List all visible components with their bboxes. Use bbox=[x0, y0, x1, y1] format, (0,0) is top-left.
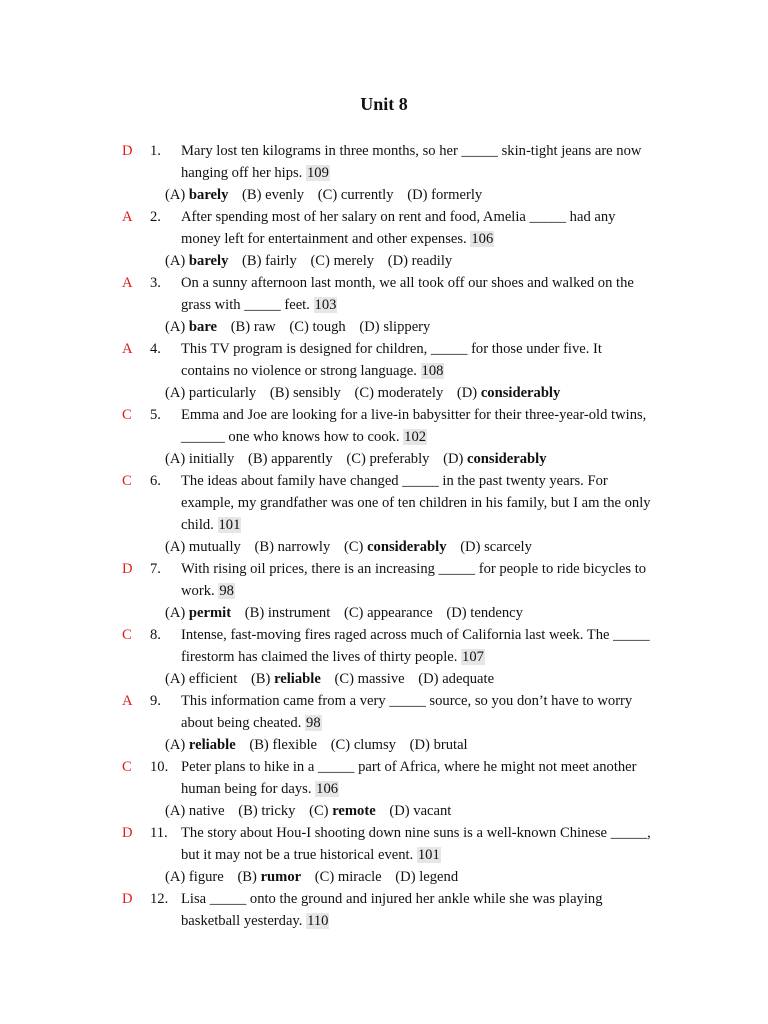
question-stem bbox=[181, 272, 651, 316]
option-letter: (B) bbox=[244, 605, 265, 621]
question-stem bbox=[181, 888, 651, 932]
option-text: flexible bbox=[272, 737, 318, 753]
option-choice bbox=[418, 671, 494, 687]
option-text: tendency bbox=[470, 605, 523, 621]
page-reference: 109 bbox=[306, 165, 329, 181]
option-text: permit bbox=[188, 605, 232, 621]
page-reference: 102 bbox=[404, 429, 427, 445]
question-number: 9. bbox=[150, 693, 161, 709]
option-choice bbox=[251, 671, 321, 687]
option-text: apparently bbox=[271, 451, 333, 467]
option-letter: (B) bbox=[249, 737, 269, 753]
option-choice bbox=[165, 539, 241, 555]
option-letter: (A) bbox=[165, 451, 186, 467]
option-text: considerably bbox=[467, 451, 547, 467]
page-reference: 107 bbox=[462, 649, 484, 665]
option-text: clumsy bbox=[353, 737, 396, 753]
option-text: brutal bbox=[433, 737, 468, 753]
option-choice bbox=[249, 737, 317, 753]
question-item bbox=[0, 822, 768, 888]
option-choice bbox=[460, 539, 532, 555]
option-letter: (B) bbox=[254, 539, 274, 555]
option-choice bbox=[165, 869, 224, 885]
option-choice bbox=[238, 803, 295, 819]
answer-key: A bbox=[122, 341, 133, 357]
question-number: 4. bbox=[150, 341, 161, 357]
option-text: instrument bbox=[267, 605, 331, 621]
question-stem bbox=[181, 624, 651, 668]
question-text: The ideas about family have changed _____ in the past twenty years. For example, my grandfather was one of ten children in his family, but I am the only child. bbox=[181, 473, 651, 533]
question-number: 12. bbox=[150, 891, 169, 907]
page-reference: 106 bbox=[471, 231, 494, 247]
question-text: After spending most of her salary on rent and food, Amelia _____ had any money left for entertainment and other expenses. bbox=[181, 209, 616, 247]
option-choice bbox=[165, 671, 237, 687]
question-stem bbox=[181, 140, 651, 184]
option-choice bbox=[237, 869, 301, 885]
option-text: figure bbox=[188, 869, 224, 885]
option-choice bbox=[165, 803, 225, 819]
option-choice bbox=[289, 319, 345, 335]
option-letter: (D) bbox=[409, 737, 430, 753]
option-letter: (B) bbox=[242, 187, 262, 203]
option-letter: (B) bbox=[237, 869, 257, 885]
option-row bbox=[165, 316, 768, 338]
option-choice bbox=[407, 187, 482, 203]
question-number: 1. bbox=[150, 143, 161, 159]
option-row bbox=[165, 602, 768, 624]
option-choice bbox=[395, 869, 458, 885]
option-choice bbox=[165, 451, 234, 467]
option-choice bbox=[165, 385, 256, 401]
option-text: vacant bbox=[413, 803, 452, 819]
option-letter: (B) bbox=[238, 803, 258, 819]
option-text: appearance bbox=[367, 605, 433, 621]
option-text: remote bbox=[332, 803, 376, 819]
option-choice bbox=[245, 605, 331, 621]
option-letter: (D) bbox=[395, 869, 416, 885]
question-item bbox=[0, 888, 768, 932]
question-number: 2. bbox=[150, 209, 161, 225]
question-text: The story about Hou-I shooting down nine suns is a well-known Chinese _____, but it may not be a true historical event. bbox=[181, 825, 651, 863]
option-text: massive bbox=[357, 671, 405, 687]
answer-key: D bbox=[122, 561, 133, 577]
option-row bbox=[165, 668, 768, 690]
option-text: narrowly bbox=[277, 539, 331, 555]
option-letter: (D) bbox=[418, 671, 439, 687]
option-text: native bbox=[188, 803, 225, 819]
option-text: scarcely bbox=[484, 539, 532, 555]
question-item bbox=[0, 140, 768, 206]
option-text: efficient bbox=[188, 671, 238, 687]
option-choice bbox=[270, 385, 341, 401]
question-stem bbox=[181, 470, 651, 536]
option-choice bbox=[165, 319, 217, 335]
option-text: bare bbox=[188, 319, 218, 335]
option-letter: (C) bbox=[310, 253, 330, 269]
question-stem bbox=[181, 404, 651, 448]
option-text: mutually bbox=[188, 539, 241, 555]
option-letter: (C) bbox=[317, 187, 338, 203]
option-text: merely bbox=[333, 253, 375, 269]
option-row bbox=[165, 382, 768, 404]
option-choice bbox=[359, 319, 430, 335]
question-number: 8. bbox=[150, 627, 161, 643]
option-letter: (A) bbox=[165, 319, 186, 335]
page-reference: 110 bbox=[307, 913, 329, 929]
page-title: Unit 8 bbox=[360, 94, 408, 114]
question-stem bbox=[181, 558, 651, 602]
question-item bbox=[0, 558, 768, 624]
question-item bbox=[0, 756, 768, 822]
option-text: readily bbox=[411, 253, 453, 269]
option-text: moderately bbox=[377, 385, 444, 401]
option-letter: (A) bbox=[165, 253, 186, 269]
answer-key: C bbox=[122, 759, 132, 775]
option-letter: (A) bbox=[165, 605, 186, 621]
question-number: 11. bbox=[150, 825, 168, 841]
option-choice bbox=[231, 319, 276, 335]
question-text: Mary lost ten kilograms in three months, so her _____ skin-tight jeans are now hanging off her hips. bbox=[181, 143, 642, 181]
option-text: tricky bbox=[261, 803, 296, 819]
option-choice bbox=[242, 253, 297, 269]
option-letter: (D) bbox=[456, 385, 478, 401]
question-list bbox=[0, 140, 768, 932]
option-choice bbox=[443, 451, 546, 467]
option-choice bbox=[346, 451, 429, 467]
option-text: legend bbox=[419, 869, 459, 885]
option-choice bbox=[165, 737, 236, 753]
answer-key: A bbox=[122, 693, 133, 709]
option-row bbox=[165, 250, 768, 272]
option-choice bbox=[389, 803, 451, 819]
question-stem bbox=[181, 338, 651, 382]
option-choice bbox=[410, 737, 468, 753]
option-letter: (D) bbox=[460, 539, 481, 555]
option-text: slippery bbox=[383, 319, 431, 335]
question-number: 5. bbox=[150, 407, 161, 423]
option-text: particularly bbox=[188, 385, 257, 401]
option-choice bbox=[248, 451, 333, 467]
option-letter: (C) bbox=[289, 319, 309, 335]
option-letter: (D) bbox=[389, 803, 410, 819]
answer-key: D bbox=[122, 825, 133, 841]
answer-key: D bbox=[122, 891, 133, 907]
option-text: barely bbox=[188, 187, 229, 203]
option-choice bbox=[318, 187, 394, 203]
option-letter: (B) bbox=[250, 671, 271, 687]
page-reference: 98 bbox=[306, 715, 321, 731]
page-reference: 98 bbox=[219, 583, 234, 599]
question-number: 3. bbox=[150, 275, 161, 291]
option-letter: (B) bbox=[247, 451, 268, 467]
option-text: tough bbox=[312, 319, 346, 335]
option-choice bbox=[388, 253, 452, 269]
option-text: sensibly bbox=[292, 385, 341, 401]
option-row bbox=[165, 448, 768, 470]
option-letter: (B) bbox=[230, 319, 251, 335]
option-letter: (C) bbox=[343, 539, 364, 555]
question-stem bbox=[181, 756, 651, 800]
option-choice bbox=[165, 605, 231, 621]
option-text: adequate bbox=[442, 671, 495, 687]
option-row bbox=[165, 536, 768, 558]
option-text: considerably bbox=[480, 385, 561, 401]
option-text: miracle bbox=[337, 869, 382, 885]
page-reference: 108 bbox=[421, 363, 444, 379]
question-item bbox=[0, 272, 768, 338]
option-choice bbox=[315, 869, 382, 885]
option-letter: (C) bbox=[314, 869, 335, 885]
option-letter: (C) bbox=[346, 451, 366, 467]
question-stem bbox=[181, 822, 651, 866]
question-text: Lisa _____ onto the ground and injured her ankle while she was playing basketball yesterday. bbox=[181, 891, 603, 929]
question-item bbox=[0, 624, 768, 690]
question-text: Emma and Joe are looking for a live-in babysitter for their three-year-old twins, ______ one who knows how to cook. bbox=[181, 407, 647, 445]
option-letter: (C) bbox=[330, 737, 351, 753]
option-letter: (A) bbox=[165, 869, 186, 885]
question-text: Peter plans to hike in a _____ part of Africa, where he might not meet another human being for days. bbox=[181, 759, 637, 797]
option-letter: (A) bbox=[165, 803, 186, 819]
question-item bbox=[0, 206, 768, 272]
page-reference: 101 bbox=[218, 517, 241, 533]
option-choice bbox=[334, 671, 404, 687]
option-choice bbox=[457, 385, 560, 401]
option-text: fairly bbox=[265, 253, 297, 269]
answer-key: A bbox=[122, 275, 133, 291]
option-text: initially bbox=[188, 451, 235, 467]
option-text: raw bbox=[253, 319, 276, 335]
answer-key: C bbox=[122, 407, 132, 423]
option-choice bbox=[165, 253, 228, 269]
answer-key: C bbox=[122, 473, 132, 489]
option-letter: (D) bbox=[407, 187, 428, 203]
option-letter: (B) bbox=[242, 253, 262, 269]
option-text: considerably bbox=[367, 539, 447, 555]
page-reference: 106 bbox=[316, 781, 339, 797]
option-letter: (C) bbox=[354, 385, 374, 401]
option-row bbox=[165, 866, 768, 888]
option-choice bbox=[446, 605, 523, 621]
option-choice bbox=[309, 803, 376, 819]
option-letter: (A) bbox=[165, 187, 186, 203]
option-letter: (A) bbox=[165, 737, 186, 753]
option-text: rumor bbox=[260, 869, 302, 885]
option-text: reliable bbox=[188, 737, 236, 753]
option-letter: (A) bbox=[165, 539, 186, 555]
question-text: On a sunny afternoon last month, we all took off our shoes and walked on the grass with _____ feet. bbox=[181, 275, 634, 313]
question-text: This TV program is designed for children, _____ for those under five. It contains no violence or strong language. bbox=[181, 341, 602, 379]
option-letter: (D) bbox=[446, 605, 467, 621]
option-choice bbox=[310, 253, 374, 269]
page-reference: 101 bbox=[417, 847, 440, 863]
question-item bbox=[0, 690, 768, 756]
option-text: evenly bbox=[265, 187, 305, 203]
option-row bbox=[165, 800, 768, 822]
option-letter: (C) bbox=[309, 803, 329, 819]
question-number: 10. bbox=[150, 759, 169, 775]
option-letter: (A) bbox=[165, 671, 186, 687]
question-item bbox=[0, 470, 768, 558]
option-row bbox=[165, 184, 768, 206]
option-text: reliable bbox=[274, 671, 321, 687]
option-letter: (D) bbox=[387, 253, 409, 269]
option-letter: (D) bbox=[443, 451, 464, 467]
question-item bbox=[0, 404, 768, 470]
page-reference: 103 bbox=[314, 297, 337, 313]
question-stem bbox=[181, 690, 651, 734]
option-text: preferably bbox=[369, 451, 430, 467]
option-choice bbox=[242, 187, 304, 203]
question-number: 7. bbox=[150, 561, 161, 577]
question-text: With rising oil prices, there is an increasing _____ for people to ride bicycles to work. bbox=[181, 561, 647, 599]
question-text: This information came from a very _____ source, so you don’t have to worry about being cheated. bbox=[181, 693, 633, 731]
question-text: Intense, fast-moving fires raged across much of California last week. The _____ firestorm has claimed the lives of thirty people. bbox=[181, 627, 650, 665]
option-choice bbox=[354, 385, 443, 401]
option-text: barely bbox=[188, 253, 229, 269]
option-letter: (C) bbox=[334, 671, 354, 687]
answer-key: C bbox=[122, 627, 132, 643]
option-letter: (A) bbox=[165, 385, 186, 401]
answer-key: A bbox=[122, 209, 133, 225]
option-letter: (B) bbox=[269, 385, 290, 401]
question-number: 6. bbox=[150, 473, 161, 489]
option-letter: (C) bbox=[343, 605, 364, 621]
option-row bbox=[165, 734, 768, 756]
option-choice bbox=[344, 605, 433, 621]
option-choice bbox=[254, 539, 330, 555]
option-choice bbox=[344, 539, 447, 555]
answer-key: D bbox=[122, 143, 133, 159]
option-choice bbox=[331, 737, 396, 753]
question-item bbox=[0, 338, 768, 404]
question-stem bbox=[181, 206, 651, 250]
option-letter: (D) bbox=[359, 319, 380, 335]
option-text: currently bbox=[340, 187, 394, 203]
option-text: formerly bbox=[431, 187, 483, 203]
option-choice bbox=[165, 187, 228, 203]
